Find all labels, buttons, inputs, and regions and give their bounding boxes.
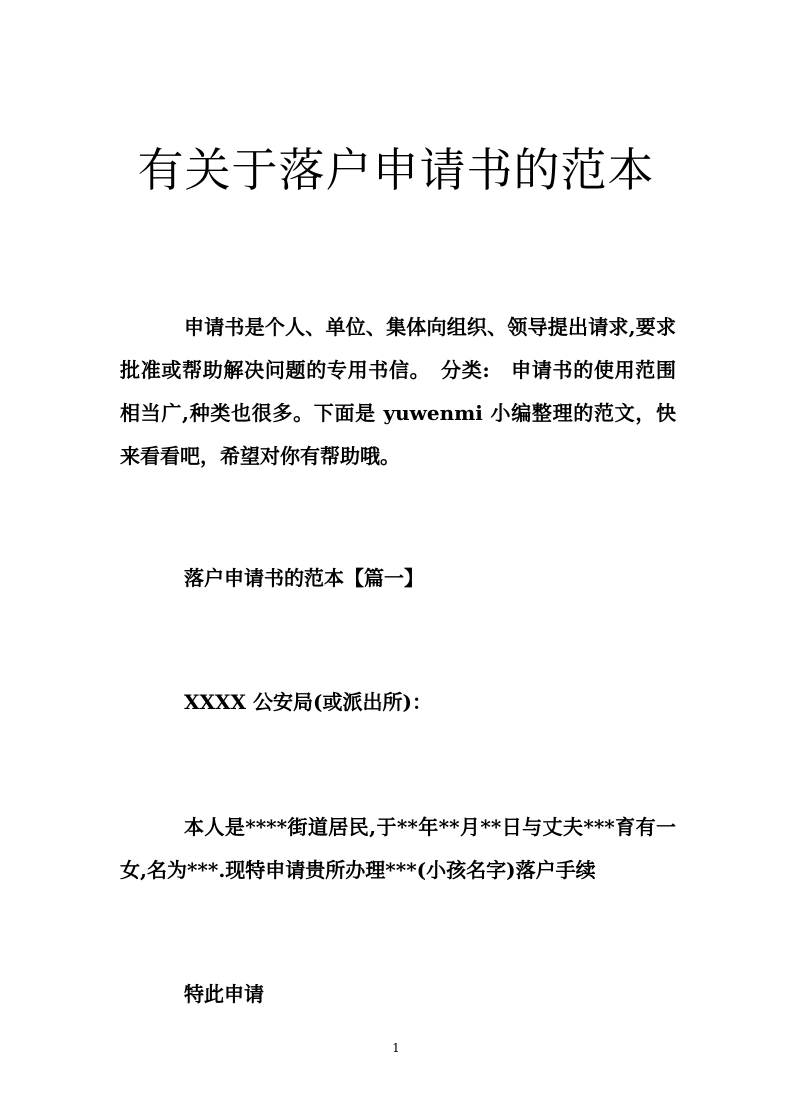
document-title: 有关于落户申请书的范本 bbox=[137, 143, 655, 197]
body-paragraph: 本人是****街道居民,于**年**月**日与丈夫***育有一女,名为***.现特申请贵所办理***(小孩名字)落户手续 bbox=[120, 815, 676, 882]
salutation: XXXX 公安局(或派出所)： bbox=[184, 690, 432, 714]
closing-line: 特此申请 bbox=[184, 982, 264, 1006]
section-heading: 落户申请书的范本【篇一】 bbox=[184, 566, 424, 590]
page-number: 1 bbox=[392, 1041, 400, 1055]
intro-paragraph: 申请书是个人、单位、集体向组织、领导提出请求,要求批准或帮助解决问题的专用书信。 分类: 申请书的使用范围相当广,种类也很多。下面是 yuwenmi 小编整理的范文，快来看看吧，希望对你有帮助哦。 bbox=[120, 315, 676, 468]
